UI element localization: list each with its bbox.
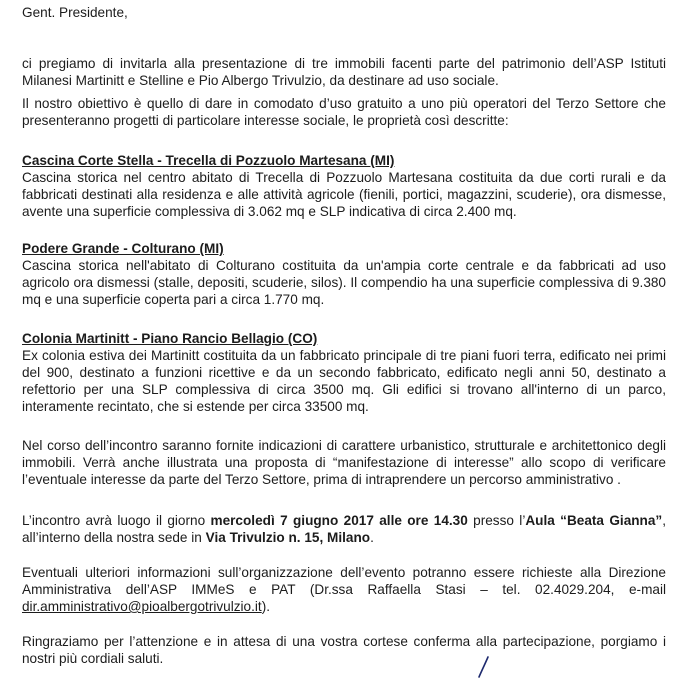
property-title: Colonia Martinitt - Piano Rancio Bellagio (CO) bbox=[22, 331, 318, 346]
meeting-info-paragraph: Nel corso dell’incontro saranno fornite indicazioni di carattere urbanistico, strutturale e architettonico degli immobili. Verrà anche illustrata una proposta di “manifestazione di interesse” allo scopo di verificare l’eventuale interesse da parte del Terzo Settore, prima di intraprendere un percorso amministrativo . bbox=[22, 438, 666, 487]
meeting-address: Via Trivulzio n. 15, Milano bbox=[205, 530, 371, 545]
meeting-text-pre: L’incontro avrà luogo il giorno bbox=[22, 513, 211, 528]
contact-email-link[interactable]: dir.amministrativo@pioalbergotrivulzio.it bbox=[22, 599, 262, 614]
meeting-room: Aula “Beata Gianna” bbox=[525, 513, 663, 528]
property-description: Cascina storica nell'abitato di Colturano costituita da un'ampia corte centrale e da fabbricati ad uso agricolo ora dismessi (stalle, depositi, scuderie, silos). Il compendio ha una superficie complessiva di 9.380 mq e una superficie coperta pari a circa 1.770 mq. bbox=[22, 258, 666, 307]
property-section-colonia-martinitt bbox=[22, 330, 666, 415]
contact-text: Eventuali ulteriori informazioni sull’organizzazione dell’evento potranno essere richieste alla Direzione Amministrativa dell’ASP IMMeS e PAT (Dr.ssa Raffaella Stasi – tel. 02.4029.204, e-mail bbox=[22, 565, 666, 597]
meeting-text-mid1: presso l’ bbox=[467, 513, 526, 528]
property-title: Cascina Corte Stella - Trecella di Pozzuolo Martesana (MI) bbox=[22, 153, 395, 168]
closing-paragraph: Ringraziamo per l’attenzione e in attesa di una vostra cortese conferma alla partecipazione, porgiamo i nostri più cordiali saluti. bbox=[22, 634, 666, 666]
meeting-details-paragraph bbox=[22, 512, 666, 546]
meeting-text-mid2: , all’interno della nostra sede in bbox=[22, 513, 667, 545]
meeting-date: mercoledì 7 giugno 2017 alle ore 14.30 bbox=[210, 513, 468, 528]
contact-paragraph bbox=[22, 564, 666, 615]
signature-stroke bbox=[474, 655, 494, 679]
property-section-corte-stella bbox=[22, 152, 666, 220]
property-description: Cascina storica nel centro abitato di Trecella di Pozzuolo Martesana costituita da due corti rurali e da fabbricati destinati alla residenza e alle attività agricole (fienili, portici, magazzini, scuderie), ora dismesse, avente una superficie complessiva di 3.062 mq e SLP indicativa di circa 2.400 mq. bbox=[22, 170, 666, 219]
property-section-podere-grande bbox=[22, 240, 666, 308]
objective-paragraph: Il nostro obiettivo è quello di dare in comodato d’uso gratuito a uno più operatori del Terzo Settore che presenteranno progetti di particolare interesse sociale, le proprietà così descritte: bbox=[22, 96, 666, 128]
salutation: Gent. Presidente, bbox=[22, 5, 128, 20]
meeting-text-end: . bbox=[370, 530, 374, 545]
intro-paragraph: ci pregiamo di invitarla alla presentazione di tre immobili facenti parte del patrimonio dell’ASP Istituti Milanesi Martinitt e Stelline e Pio Albergo Trivulzio, da destinare ad uso sociale. bbox=[22, 56, 666, 88]
contact-text-end: ). bbox=[261, 599, 271, 614]
property-title: Podere Grande - Colturano (MI) bbox=[22, 241, 224, 256]
property-description: Ex colonia estiva dei Martinitt costituita da un fabbricato principale di tre piani fuori terra, edificato nei primi del 900, destinato a funzioni ricettive e da un secondo fabbricato, edificato negli anni 50, destinato a refettorio per una SLP complessiva di circa 3500 mq. Gli edifici si trovano all'interno di un parco, interamente recintato, che si estende per circa 33500 mq. bbox=[22, 348, 666, 414]
